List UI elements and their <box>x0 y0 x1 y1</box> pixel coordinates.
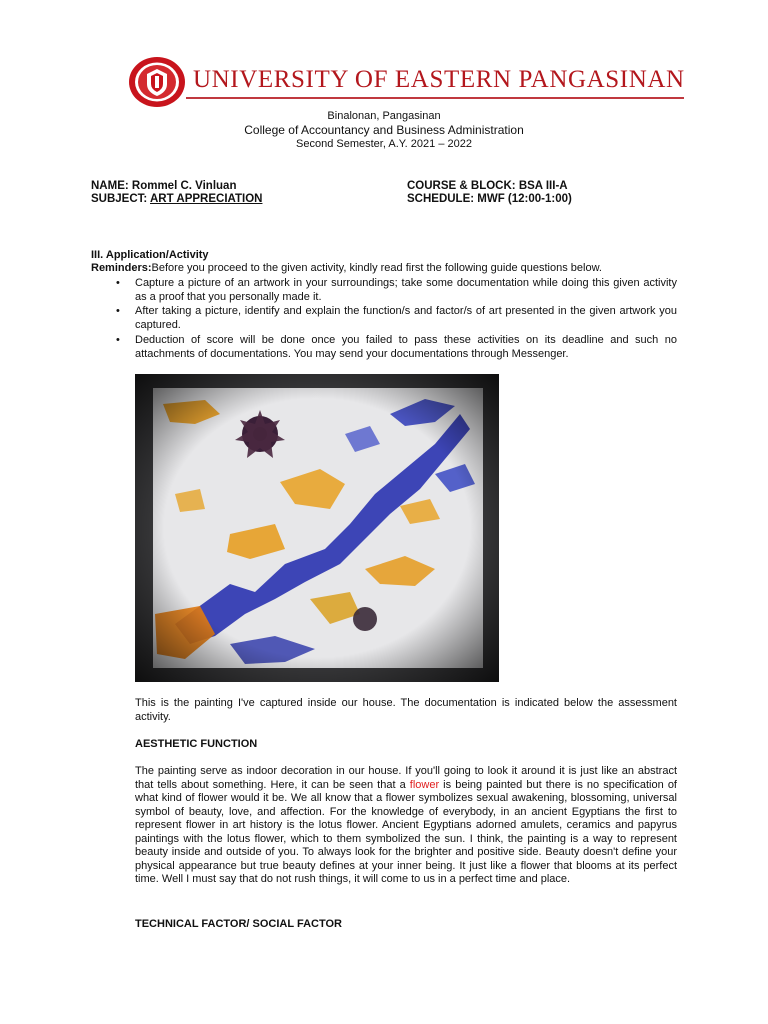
aesthetic-paragraph <box>135 765 677 887</box>
semester-line: Second Semester, A.Y. 2021 – 2022 <box>296 138 472 150</box>
subject-label: SUBJECT: <box>91 193 150 205</box>
college-line: College of Accountancy and Business Administration <box>244 123 524 137</box>
schedule-label: SCHEDULE: <box>407 193 478 205</box>
bullet-item-2: After taking a picture, identify and explain the function/s and factor/s of art presented in the given artwork you captured. <box>135 305 677 331</box>
course-value: BSA III-A <box>518 180 568 192</box>
bullet-item-1: Capture a picture of an artwork in your surroundings; take some documentation while doing this given activity as a proof that you personally made it. <box>135 277 677 303</box>
bullet-dot: • <box>116 277 120 289</box>
header-divider <box>186 97 684 99</box>
bullet-dot: • <box>116 334 120 346</box>
aesthetic-text-part2: is being painted but there is no specification of what kind of flower would it be. We all know that a flower symbolizes sexual awakening, blossoming, universal symbol of beauty, love, and affection. For the knowledge of everybody, in an ancient Egyptians the first to represent flower in art history is the lotus flower. Ancient Egyptians adorned amulets, ceramics and papyrus paintings with the lotus flower, which to them symbolized the sun. I think, the painting is a way to represent beauty inside and outside of you. To always look for the brighter and positive side. Beauty doesn't define your physical appearance but true beauty defines at your inner being. It just like a flower that blooms at its perfect time. Well I must say that do not rush things, it will come to us in a perfect time and place. <box>135 778 677 885</box>
aesthetic-heading: AESTHETIC FUNCTION <box>135 738 258 750</box>
aesthetic-text-part1: The painting serve as indoor decoration in our house. If you'll going to look it around it is just like an abstract that tells about something. Here, it can be seen that a <box>135 765 677 791</box>
bullet-dot: • <box>116 305 120 317</box>
course-label: COURSE & BLOCK: <box>407 180 519 192</box>
subject-row <box>91 193 262 205</box>
technical-heading: TECHNICAL FACTOR/ SOCIAL FACTOR <box>135 918 342 930</box>
name-label: NAME: <box>91 180 132 192</box>
name-value: Rommel C. Vinluan <box>131 180 237 192</box>
course-row <box>407 180 568 192</box>
subject-value: ART APPRECIATION <box>150 193 263 205</box>
location-line: Binalonan, Pangasinan <box>327 110 441 122</box>
bullet-item-3: Deduction of score will be done once you failed to pass these activities on its deadline and such no attachments of documentations. You may send your documentations through Messenger. <box>135 334 677 360</box>
painting-caption: This is the painting I've captured inside our house. The documentation is indicated below the assessment activity. <box>135 697 677 723</box>
university-seal-logo <box>128 56 186 108</box>
painting-photo <box>135 374 499 682</box>
reminders-line <box>91 262 691 276</box>
reminders-text: Before you proceed to the given activity, kindly read first the following guide questions below. <box>151 262 602 274</box>
highlighted-word-flower: flower <box>409 778 440 791</box>
student-name-row <box>91 180 236 192</box>
schedule-value: MWF (12:00-1:00) <box>477 193 572 205</box>
section-heading: III. Application/Activity <box>91 249 209 261</box>
schedule-row <box>407 193 572 205</box>
university-name: UNIVERSITY OF EASTERN PANGASINAN <box>193 66 685 93</box>
reminders-label: Reminders: <box>91 262 152 274</box>
